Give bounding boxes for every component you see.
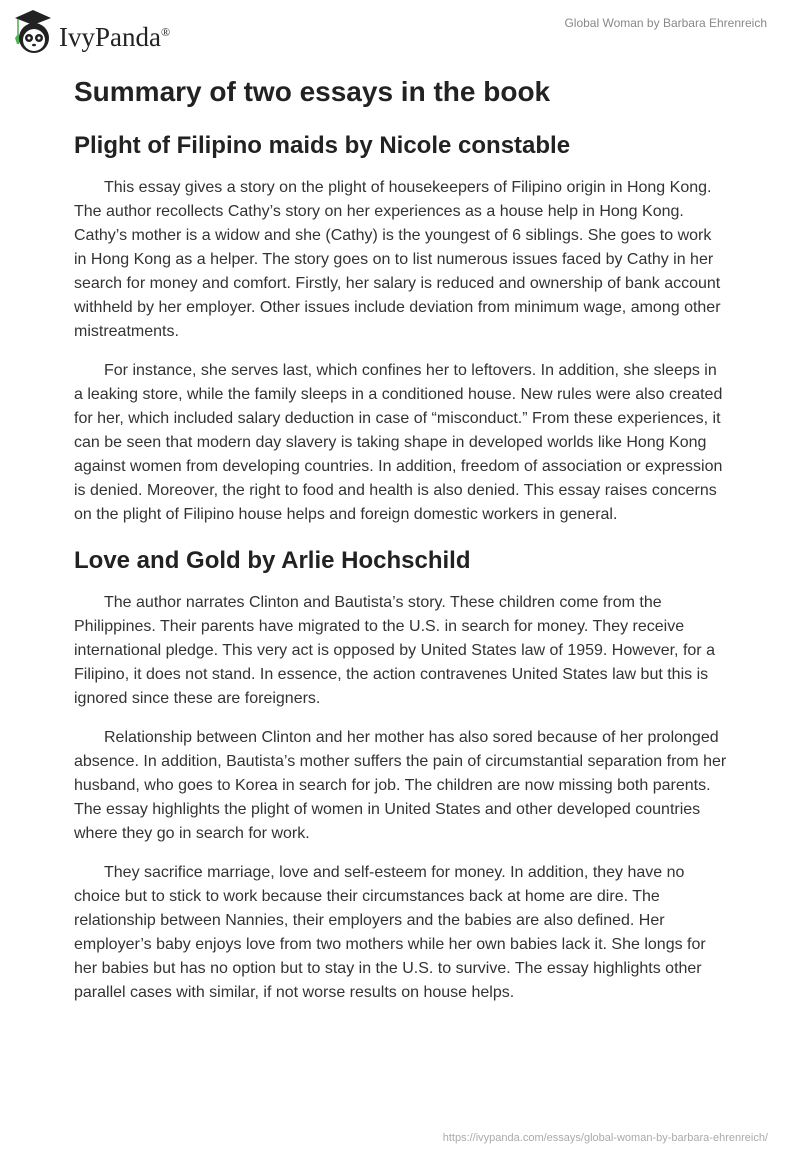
ivypanda-logo[interactable] xyxy=(13,8,170,56)
panda-graduate-icon xyxy=(13,8,53,56)
source-url[interactable]: https://ivypanda.com/essays/global-woman-by-barbara-ehrenreich/ xyxy=(442,1132,768,1144)
paragraph: They sacrifice marriage, love and self-esteem for money. In addition, they have no choice but to stick to work because their circumstances back at home are dire. The relationship between Nannies, their employers and the babies are also defined. Her employer’s baby enjoys love from two mothers while her own babies lack it. She longs for her babies but has no option but to stay in the U.S. to survive. The essay highlights other parallel cases with similar, if not worse results on house helps. xyxy=(74,864,706,1001)
paragraph: For instance, she serves last, which confines her to leftovers. In addition, she sleeps in a leaking store, while the family sleeps in a conditioned house. New rules were also created for her, which included salary deduction in case of “misconduct.” From these experiences, it can be seen that modern day slavery is taking shape in developed worlds like Hong Kong against women from developing countries. In addition, freedom of association or expression is denied. Moreover, the right to food and health is also denied. This essay raises concerns on the plight of Filipino house helps and foreign domestic workers in general. xyxy=(74,362,723,523)
paragraph: The author narrates Clinton and Bautista’s story. These children come from the Philippines. Their parents have migrated to the U.S. in search for money. They receive international pledge. This very act is opposed by United States law of 1959. However, for a Filipino, it does not stand. In essence, the action contravenes United States law but this is ignored since these are foreigners. xyxy=(74,594,715,707)
section-heading: Plight of Filipino maids by Nicole constable xyxy=(74,132,571,159)
page-title: Summary of two essays in the book xyxy=(74,76,551,107)
paragraph: Relationship between Clinton and her mother has also sored because of her prolonged absence. In addition, Bautista’s mother suffers the pain of circumstantial separation from her husband, who goes to Korea in search for job. The children are now missing both parents. The essay highlights the plight of women in United States and other developed countries where they go in search for work. xyxy=(74,729,727,842)
document-title: Global Woman by Barbara Ehrenreich xyxy=(564,16,767,30)
logo-text: IvyPanda® xyxy=(59,21,171,52)
paragraph: This essay gives a story on the plight of housekeepers of Filipino origin in Hong Kong. The author recollects Cathy’s story on her experiences as a house help in Hong Kong. Cathy’s mother is a widow and she (Cathy) is the youngest of 6 siblings. She goes to work in Hong Kong as a helper. The story goes on to list numerous issues faced by Cathy in her search for money and comfort. Firstly, her salary is reduced and ownership of bank account withheld by her employer. Other issues include deviation from minimum wage, among other mistreatments. xyxy=(74,179,721,340)
article xyxy=(74,70,728,1020)
section-heading: Love and Gold by Arlie Hochschild xyxy=(74,547,471,574)
